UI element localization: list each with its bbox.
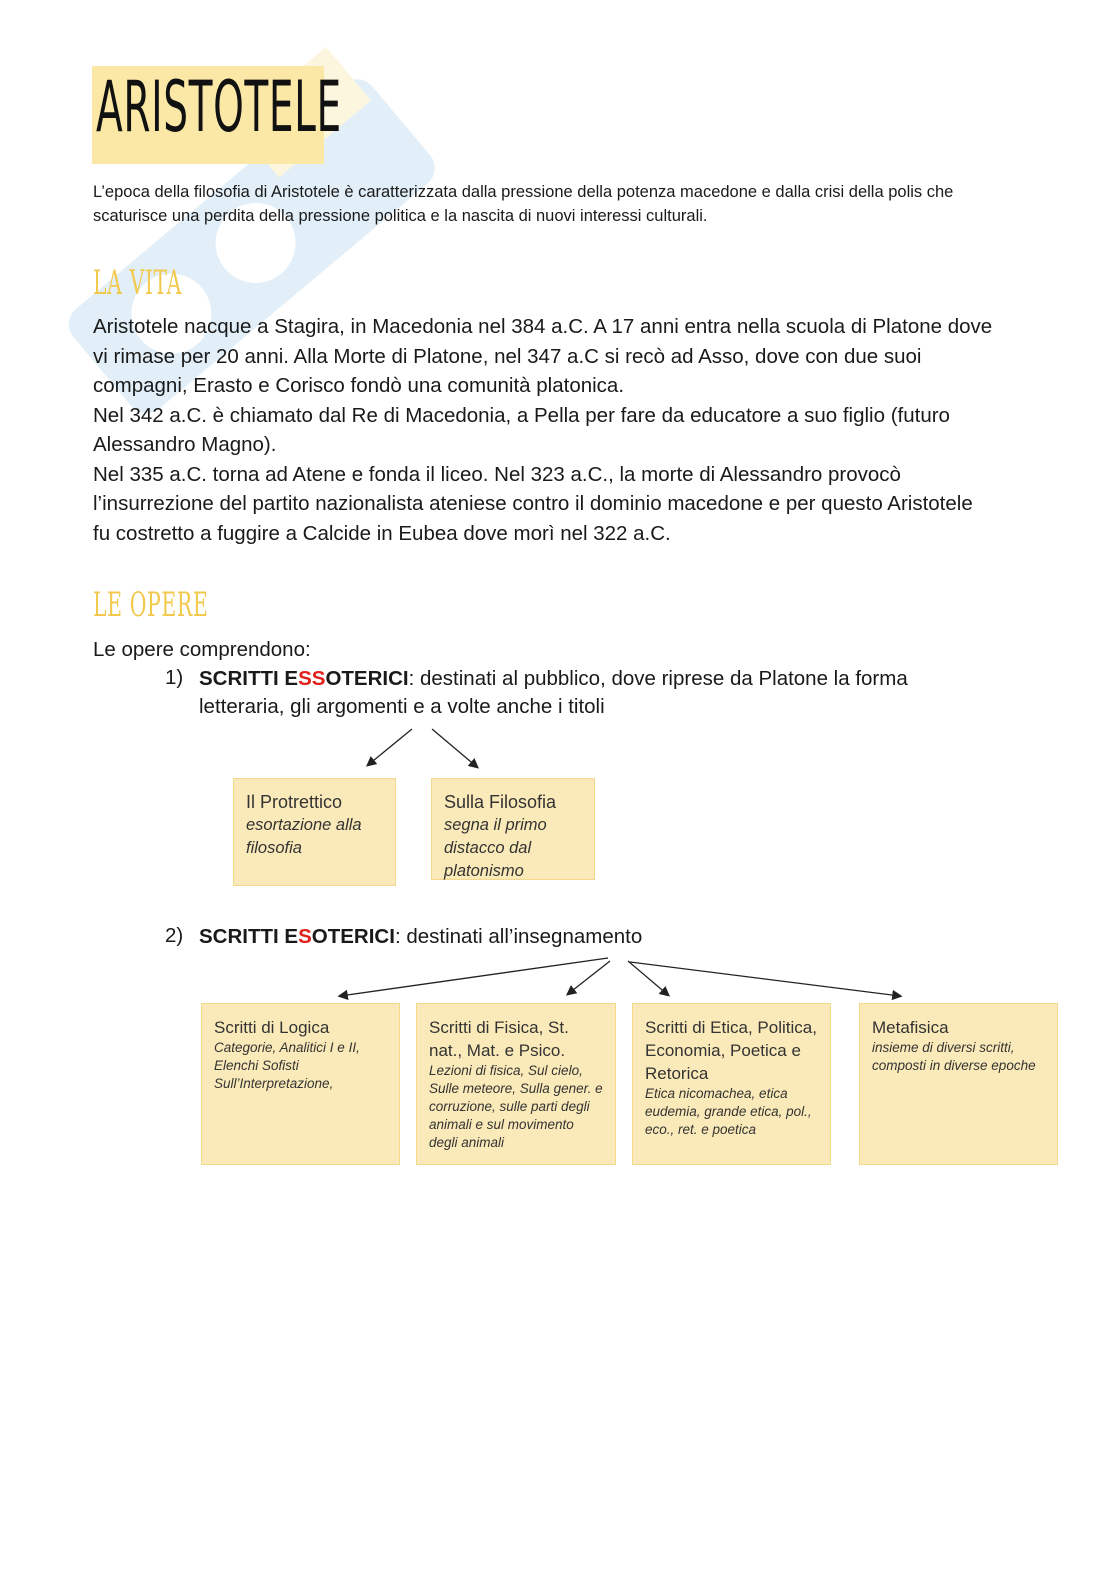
- arrow-line: [628, 961, 668, 995]
- work-title: Scritti di Fisica, St. nat., Mat. e Psico.: [429, 1018, 569, 1060]
- work-title: Scritti di Logica: [214, 1018, 330, 1037]
- work-title: Metafisica: [872, 1018, 949, 1037]
- term-part: OTERICI: [311, 925, 395, 948]
- arrow-line: [340, 958, 608, 996]
- work-desc: segna il primo distacco dal platonismo: [444, 816, 547, 880]
- arrow-line: [432, 729, 477, 767]
- work-desc: insieme di diversi scritti, composti in diverse epoche: [872, 1040, 1036, 1073]
- section-heading-opere: LE OPERE: [93, 585, 209, 625]
- vita-paragraph: Nel 335 a.C. torna ad Atene e fonda il liceo. Nel 323 a.C., la morte di Alessandro provocò l’insurrezione del partito nazionalista ateniese contro il dominio macedone e per questo Aristotele fu costretto a fuggire a Calcide in Eubea dove morì nel 322 a.C.: [93, 462, 973, 545]
- intro-paragraph: L’epoca della filosofia di Aristotele è caratterizzata dalla pressione della potenza macedone e dalla crisi della polis che scaturisce una perdita della pressione politica e la nascita di nuovi interessi culturali.: [93, 183, 954, 225]
- work-box: [201, 1003, 400, 1165]
- section-heading-vita: LA VITA: [93, 263, 182, 303]
- vita-paragraph: Aristotele nacque a Stagira, in Macedonia nel 384 a.C. A 17 anni entra nella scuola di Platone dove vi rimase per 20 anni. Alla Morte di Platone, nel 347 a.C si recò ad Asso, dove con due suoi compagni, Erasto e Corisco fondò una comunità platonica.: [93, 315, 993, 397]
- item-description: : destinati all’insegnamento: [394, 925, 643, 948]
- work-title: Sulla Filosofia: [444, 792, 557, 812]
- work-title: Scritti di Etica, Politica, Economia, Poetica e Retorica: [645, 1018, 817, 1083]
- opere-lead: Le opere comprendono:: [93, 638, 311, 661]
- work-box: [431, 778, 595, 880]
- vita-paragraph: Nel 342 a.C. è chiamato dal Re di Macedonia, a Pella per fare da educatore a suo figlio (futuro Alessandro Magno).: [93, 403, 950, 456]
- term-highlight: S: [298, 925, 312, 948]
- page-title: ARISTOTELE: [96, 66, 342, 148]
- work-box: [416, 1003, 616, 1165]
- vita-text: [93, 312, 993, 548]
- arrow-line: [368, 729, 412, 765]
- list-number: 2): [165, 924, 184, 947]
- arrow-line: [630, 962, 900, 996]
- work-title: Il Protrettico: [246, 792, 343, 812]
- term-part: SCRITTI E: [199, 667, 299, 690]
- work-desc: Lezioni di fisica, Sul cielo, Sulle meteore, Sulla gener. e corruzione, sulle parti degli animali e sul movimento degli animali: [429, 1063, 603, 1150]
- work-desc: Etica nicomachea, etica eudemia, grande etica, pol., eco., ret. e poetica: [645, 1086, 812, 1137]
- term-highlight: SS: [298, 667, 326, 690]
- work-desc: Categorie, Analitici I e II, Elenchi Sofisti Sull’Interpretazione,: [214, 1040, 360, 1091]
- term-part: SCRITTI E: [199, 925, 299, 948]
- list-item-essoterici: [199, 665, 989, 721]
- term-part: OTERICI: [325, 667, 409, 690]
- item-description: : destinati al pubblico, dove riprese da Platone la forma letteraria, gli argomenti e a volte anche i titoli: [199, 667, 908, 718]
- work-desc: esortazione alla filosofia: [246, 816, 362, 857]
- work-box: [233, 778, 396, 886]
- list-number: 1): [165, 666, 184, 689]
- list-item-esoterici: [199, 923, 989, 951]
- work-box: [859, 1003, 1058, 1165]
- arrow-line: [568, 961, 610, 994]
- work-box: [632, 1003, 831, 1165]
